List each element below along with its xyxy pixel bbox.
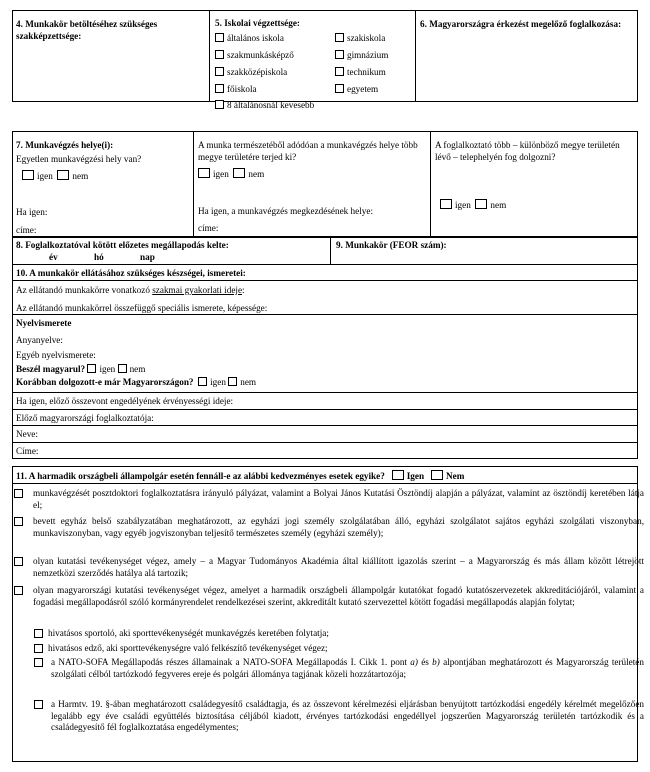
preference-item: hivatásos sportoló, aki sporttevékenységét munkavégzés keretében folytatja; [48,628,644,640]
previous-employer-label: Előző magyarországi foglalkoztatója: [16,413,154,423]
previous-permit-label: Ha igen, előző összevont engedélyének érvényességi ideje: [16,396,234,406]
checkbox[interactable] [34,700,43,709]
speaks-hungarian-row: Beszél magyarul? igen nem [16,364,146,374]
preference-item-nato: a NATO-SOFA Megállapodás részes államainak a NATO-SOFA Megállapodás I. Cikk 1. pont a) és b) alpontjában meghatározott és Magyarország területén szolgálati célból tartózkodó fegyveres ereje és polgári állománya tagjának közeli hozzátartozója; [51,657,644,680]
address-label: címe: [198,223,219,233]
divider [12,264,638,265]
checkbox[interactable] [335,67,344,76]
divider [193,131,194,237]
section-5-title: 5. Iskolai végzettsége: [215,18,300,28]
practice-period-label: Az ellátandó munkakörre vonatkozó szakmai gyakorlati ideje: [16,285,245,295]
checkbox[interactable] [14,489,23,498]
divider [12,483,638,484]
checkbox[interactable] [215,100,224,109]
checkbox[interactable] [14,557,23,566]
checkbox[interactable] [198,168,210,178]
section-7-title: 7. Munkavégzés helye(i): [16,140,114,150]
other-language-label: Egyéb nyelvismerete: [16,350,96,360]
checkbox[interactable] [118,364,127,373]
multi-county-question: A munka természetéből adódóan a munkavégzés helye több megye területére terjed ki? [198,140,418,162]
checkbox[interactable] [22,170,34,180]
divider [12,442,638,443]
edu-option[interactable]: technikum [335,67,386,79]
preference-item-harmtv: a Harmtv. 19. §-ában meghatározott családegyesítő családtagja, és az összevont kérelmezési eljárásban benyújtott tartózkodási engedély kérelmét megelőzően legalább egy éve családi együttélés biztosítása céljából kiadott, érvényes tartózkodási engedéllyel jogszerűen Magyarország területén tartózkodik és a családegyesítő fél foglalkoztatása engedélymentes; [51,699,644,734]
checkbox[interactable] [335,33,344,42]
preference-item: hivatásos edző, aki sporttevékenységre való felkészítő tevékenységet végez; [48,643,644,655]
yes-no-choice[interactable]: igen nem [22,170,88,183]
checkbox[interactable] [34,658,43,667]
divider [330,237,331,264]
edu-option[interactable]: szakmunkásképző [215,50,294,62]
section-8-title: 8. Foglalkoztatóval kötött előzetes megállapodás kelte: [16,240,229,250]
checkbox[interactable] [34,629,43,638]
edu-option[interactable]: szakközépiskola [215,67,287,79]
checkbox[interactable] [57,170,69,180]
checkbox[interactable] [198,377,207,386]
checkbox[interactable] [335,84,344,93]
divider [12,409,638,410]
checkbox[interactable] [233,168,245,178]
multi-site-question: A foglalkoztató több – különböző megye területén lévő – telephelyén fog dolgozni? [435,140,620,162]
section-4-title: 4. Munkakör betöltéséhez szükséges szakképzettsége: [16,19,158,41]
address-label: Címe: [16,446,39,456]
section-9-title: 9. Munkakör (FEOR szám): [336,240,447,250]
mother-tongue-label: Anyanyelve: [16,335,63,345]
date-month-label: hó [94,252,104,262]
if-yes-label: Ha igen: [16,207,48,217]
section-6-title: 6. Magyarországra érkezést megelőző foglalkozása: [420,19,622,29]
yes-no-choice[interactable]: igen nem [440,199,506,212]
checkbox[interactable] [215,67,224,76]
checkbox[interactable] [215,33,224,42]
preference-item: olyan magyarországi kutatási tevékenységet végez, amelyet a harmadik országbeli állampolgár kutatókat fogadó kutatószervezetek akkreditációjáról, valamint a fogadási megállapodásról szóló kormányrendelet rendelkezései szerint, akkreditált kutató szervezettel kötött fogadási megállapodás alapján folytat; [33,585,644,608]
checkbox[interactable] [475,199,487,209]
edu-option[interactable]: egyetem [335,84,378,96]
divider [415,10,416,102]
worked-before-row: Korábban dolgozott-e már Magyarországon? igen nem [16,377,257,387]
address-label: címe: [16,225,37,235]
checkbox[interactable] [87,364,96,373]
edu-option[interactable]: gimnázium [335,50,388,62]
checkbox[interactable] [335,50,344,59]
checkbox[interactable] [440,199,452,209]
preference-item: munkavégzését posztdoktori foglalkoztatásra irányuló pályázat, valamint a Bolyai János Kutatási Ösztöndíj alapján a pályázat, valamint az ösztöndíj keretében látja el; [33,488,644,511]
divider [430,131,431,237]
edu-option[interactable]: általános iskola [215,33,284,45]
language-title: Nyelvismerete [16,318,72,328]
checkbox[interactable] [215,50,224,59]
checkbox[interactable] [14,586,23,595]
checkbox[interactable] [228,377,237,386]
checkbox[interactable] [34,644,43,653]
single-location-question: Egyetlen munkavégzési hely van? [16,154,142,164]
start-location-label: Ha igen, a munkavégzés megkezdésének helye: [198,206,373,216]
checkbox[interactable] [215,84,224,93]
checkbox[interactable] [14,517,23,526]
edu-option[interactable]: szakiskola [335,33,385,45]
preference-item: bevett egyház belső szabályzatában meghatározott, az egyházi jogi személy szolgálatában álló, egyházi szolgálatot sajátos egyházi szolgálati viszonyban, munkaviszonyban, vagy egyéb jogviszonyban teljesítő természetes személy (egyházi személy); [33,516,644,539]
yes-no-choice[interactable]: igen nem [198,168,264,181]
section-11-title-row: 11. A harmadik országbeli állampolgár esetén fennáll-e az alábbi kedvezményes esetek egyike? Igen Nem [16,471,465,481]
checkbox[interactable] [431,470,443,480]
divider [209,10,210,102]
date-year-label: év [49,252,58,262]
divider [12,280,638,281]
checkbox[interactable] [392,470,404,480]
section-10-title: 10. A munkakör ellátásához szükséges készségei, ismeretei: [16,268,246,278]
edu-option[interactable]: főiskola [215,84,257,96]
divider [12,392,638,393]
name-label: Neve: [16,429,38,439]
special-knowledge-label: Az ellátandó munkakörrel összefüggő speciális ismerete, képessége: [16,303,268,313]
divider [12,425,638,426]
date-day-label: nap [140,252,155,262]
edu-option[interactable]: 8 általánosnál kevesebb [215,100,314,112]
preference-item: olyan kutatási tevékenységet végez, amely – a Magyar Tudományos Akadémia által kiállított igazolás szerint – a Magyarország és más állam között létrejött nemzetközi szerződés hatálya alá tartozik; [33,556,644,579]
